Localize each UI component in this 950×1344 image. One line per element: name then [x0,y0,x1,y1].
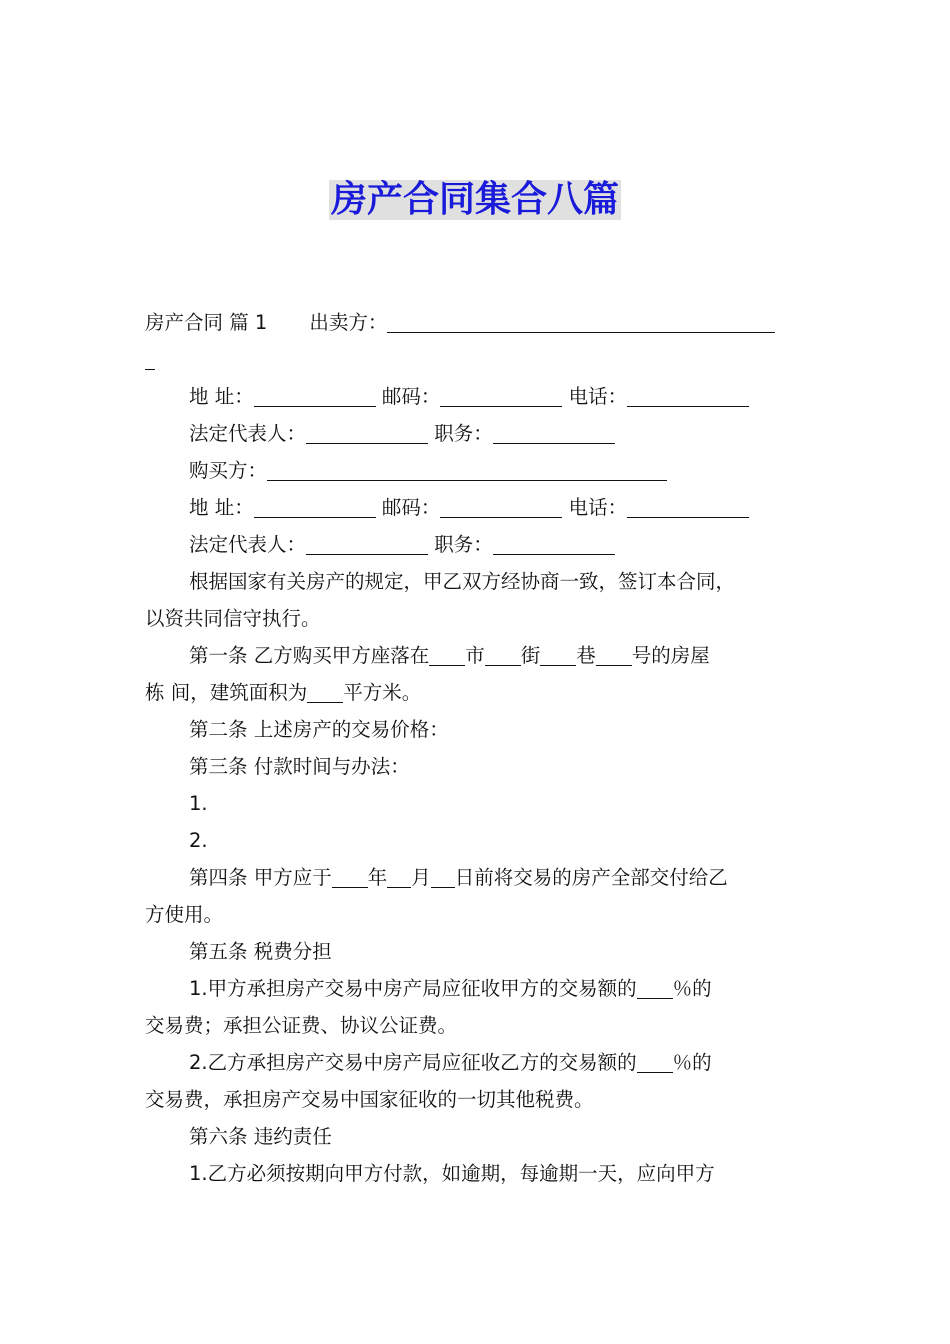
article-6: 第六条 违约责任 [189,1125,332,1148]
article-5-item-1-cont: 交易费；承担公证费、协议公证费。 [145,1014,458,1037]
article-6-item-1: 1.乙方必须按期向甲方付款，如逾期，每逾期一天，应向甲方 [189,1162,715,1185]
intro-line-1: 根据国家有关房产的规定，甲乙双方经协商一致，签订本合同， [189,570,736,593]
seller-overflow-line [145,341,825,378]
article-3-item-2: 2. [189,829,208,852]
article-5-item-1: 1.甲方承担房产交易中房产局应征收甲方的交易额的 ％的 [145,970,825,1007]
document-title: 房产合同集合八篇 [330,179,619,220]
contract-body [145,304,825,1192]
seller-blank [387,308,775,333]
article-2: 第二条 上述房产的交易价格： [189,718,449,741]
buyer-address-line: 地 址： 邮码： 电话： [145,489,825,526]
seller-address-line: 地 址： 邮码： 电话： [145,378,825,415]
article-3: 第三条 付款时间与办法： [189,755,410,778]
article-4-line-1: 第四条 甲方应于 年 月 日前将交易的房产全部交付给乙 [145,859,825,896]
buyer-line: 购买方： [145,452,825,489]
article-3-item-1: 1. [189,792,208,815]
buyer-legal-line: 法定代表人： 职务： [145,526,825,563]
article-1-line-2: 栋 间，建筑面积为 平方米。 [145,674,825,711]
article-5-item-2-cont: 交易费，承担房产交易中国家征收的一切其他税费。 [145,1088,594,1111]
intro-line-2: 以资共同信守执行。 [145,607,321,630]
article-4-line-2: 方使用。 [145,903,224,926]
article-1-line-1: 第一条 乙方购买甲方座落在 市 街 巷 号的房屋 [145,637,825,674]
seller-line: 房产合同 篇 1 出卖方： [145,304,825,341]
seller-legal-line: 法定代表人： 职务： [145,415,825,452]
article-5-item-2: 2.乙方承担房产交易中房产局应征收乙方的交易额的 ％的 [145,1044,825,1081]
article-5: 第五条 税费分担 [189,940,332,963]
buyer-blank [267,456,667,481]
